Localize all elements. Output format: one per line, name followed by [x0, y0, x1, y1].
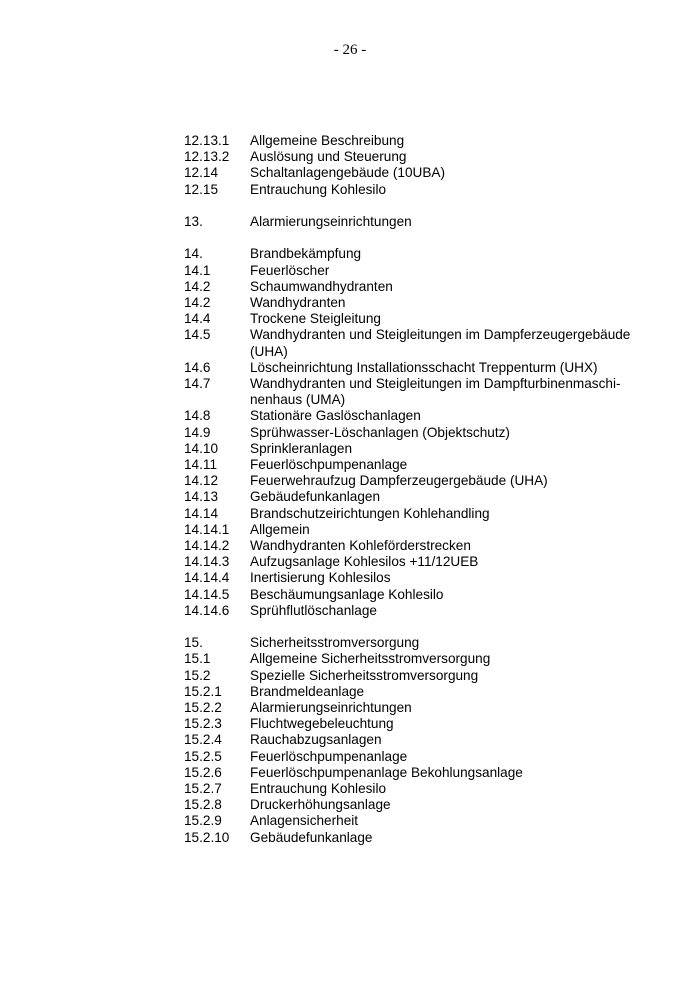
toc-entry-title: Feuerlöschpumpenanlage Bekohlungsanlage — [250, 764, 523, 780]
toc-entry-title: Anlagensicherheit — [250, 813, 359, 829]
toc-entry-number: 14.11 — [184, 457, 218, 473]
toc-entry — [184, 279, 654, 295]
toc-entry — [184, 182, 654, 198]
toc-entry-title: Sprühflutlöschanlage — [250, 602, 377, 618]
toc-entry — [184, 813, 654, 829]
toc-entry-title: Allgemeine Sicherheitsstromversorgung — [250, 651, 491, 667]
toc-entry — [184, 570, 654, 586]
toc-entry-title: Alarmierungseinrichtungen — [250, 700, 412, 716]
toc-entry-title: Feuerlöscher — [250, 262, 330, 278]
toc-entry-number: 14.12 — [184, 473, 219, 489]
toc-entry-number: 12.13.2 — [184, 149, 230, 165]
toc-entry-title: Auslösung und Steuerung — [250, 149, 407, 165]
toc-entry-title: Allgemein — [250, 521, 310, 537]
toc-entry — [184, 781, 654, 797]
toc-entry-number: 12.15 — [184, 181, 219, 197]
toc-entry-number: 12.13.1 — [184, 133, 230, 148]
toc-entry-title: Brandschutzeirichtungen Kohlehandling — [250, 505, 490, 521]
toc-entry-title: Gebäudefunkanlage — [250, 829, 373, 845]
toc-entry-title: Feuerwehraufzug Dampferzeugergebäude (UHA) — [250, 473, 548, 489]
toc-section — [184, 635, 654, 846]
toc-entry-title: Sicherheitsstromversorgung — [250, 635, 420, 651]
toc-entry-number: 14.6 — [184, 359, 211, 375]
toc-entry-title: Inertisierung Kohlesilos — [250, 570, 391, 586]
toc-entry-number: 15.2 — [184, 667, 211, 683]
toc-entry-title: Wandhydranten und Steigleitungen im Dampfturbinenmaschi-nenhaus (UMA) — [250, 376, 621, 408]
toc-entry — [184, 830, 654, 846]
toc-entry-number: 15. — [184, 635, 203, 651]
toc-entry-number: 14.14 — [184, 505, 219, 521]
toc-entry-number: 15.2.3 — [184, 716, 222, 732]
toc-entry — [184, 635, 654, 651]
toc-entry — [184, 408, 654, 424]
toc-entry — [184, 311, 654, 327]
toc-entry — [184, 554, 654, 570]
toc-entry — [184, 295, 654, 311]
toc-section — [184, 214, 654, 230]
toc-entry-title: Allgemeine Beschreibung — [250, 133, 405, 148]
toc-entry-number: 14.13 — [184, 489, 219, 505]
toc-entry-title: Schaltanlagengebäude (10UBA) — [250, 165, 445, 181]
toc-entry — [184, 376, 654, 408]
toc-entry — [184, 246, 654, 262]
page-number: - 26 - — [333, 42, 367, 58]
toc-entry-title: Entrauchung Kohlesilo — [250, 781, 387, 797]
toc-entry-title: Brandbekämpfung — [250, 246, 362, 262]
toc-entry-number: 15.2.8 — [184, 797, 222, 813]
toc-entry — [184, 165, 654, 181]
toc-entry-number: 14.14.3 — [184, 554, 230, 570]
toc-entry — [184, 522, 654, 538]
toc-entry-number: 14.14.2 — [184, 538, 230, 554]
toc-entry-number: 15.2.4 — [184, 732, 222, 748]
toc-entry — [184, 425, 654, 441]
toc-entry-number: 12.14 — [184, 165, 219, 181]
toc-entry — [184, 587, 654, 603]
toc-entry-number: 14.1 — [184, 262, 211, 278]
toc-entry — [184, 473, 654, 489]
toc-entry-number: 15.2.7 — [184, 781, 222, 797]
toc-entry-number: 15.2.10 — [184, 829, 230, 845]
toc-entry — [184, 716, 654, 732]
toc-entry — [184, 765, 654, 781]
toc-entry — [184, 603, 654, 619]
toc-entry-title: Sprinkleranlagen — [250, 440, 353, 456]
toc-entry-number: 15.2.9 — [184, 813, 222, 829]
toc-entry-number: 14.4 — [184, 311, 211, 327]
toc-entry — [184, 149, 654, 165]
toc-entry-title: Rauchabzugsanlagen — [250, 732, 382, 748]
toc-entry-title: Fluchtwegebeleuchtung — [250, 716, 394, 732]
toc-entry — [184, 797, 654, 813]
toc-entry — [184, 441, 654, 457]
toc-entry-number: 14.9 — [184, 424, 211, 440]
toc-entry — [184, 489, 654, 505]
toc-entry-title: Trockene Steigleitung — [250, 311, 381, 327]
toc-entry — [184, 506, 654, 522]
toc-entry-title: Feuerlöschpumpenanlage — [250, 748, 408, 764]
toc-entry-number: 13. — [184, 214, 203, 229]
toc-entry-title: Wandhydranten Kohleförderstrecken — [250, 538, 471, 554]
toc-entry-title: Feuerlöschpumpenanlage — [250, 457, 408, 473]
toc-entry-title: Alarmierungseinrichtungen — [250, 214, 412, 229]
toc-entry-number: 15.2.1 — [184, 683, 222, 699]
toc-entry-title: Entrauchung Kohlesilo — [250, 181, 387, 197]
toc-entry-number: 14. — [184, 246, 203, 262]
toc-entry-number: 14.14.6 — [184, 602, 230, 618]
toc-entry-title: Schaumwandhydranten — [250, 278, 393, 294]
toc-entry-number: 15.2.2 — [184, 700, 222, 716]
toc-entry-title: Wandhydranten und Steigleitungen im Dampferzeugergebäude (UHA) — [250, 327, 631, 359]
toc-entry-number: 14.2 — [184, 278, 211, 294]
toc-entry-number: 14.14.1 — [184, 521, 230, 537]
toc-entry — [184, 327, 654, 359]
toc-entry — [184, 749, 654, 765]
toc-entry-title: Aufzugsanlage Kohlesilos +11/12UEB — [250, 554, 479, 570]
toc-entry — [184, 700, 654, 716]
toc-entry-number: 14.2 — [184, 295, 211, 310]
toc-entry — [184, 263, 654, 279]
toc-entry — [184, 360, 654, 376]
toc-entry-number: 14.7 — [184, 376, 211, 392]
toc-entry — [184, 214, 654, 230]
toc-entry-title: Brandmeldeanlage — [250, 683, 365, 699]
toc-entry-number: 15.2.6 — [184, 764, 222, 780]
toc-entry — [184, 684, 654, 700]
toc-entry-title: Spezielle Sicherheitsstromversorgung — [250, 667, 479, 683]
toc-entry — [184, 668, 654, 684]
toc-entry-number: 14.14.5 — [184, 586, 230, 602]
toc-entry — [184, 732, 654, 748]
toc-entry-title: Stationäre Gaslöschanlagen — [250, 408, 421, 424]
toc-entry — [184, 538, 654, 554]
toc-entry-number: 14.14.4 — [184, 570, 230, 586]
toc-entry-title: Beschäumungsanlage Kohlesilo — [250, 586, 444, 602]
toc-entry-number: 15.2.5 — [184, 748, 222, 764]
toc-entry-title: Druckerhöhungsanlage — [250, 797, 391, 813]
toc-entry-number: 15.1 — [184, 651, 211, 667]
toc-entry-number: 14.8 — [184, 408, 211, 424]
toc-entry — [184, 457, 654, 473]
toc-entry — [184, 133, 654, 149]
toc-entry-title: Löscheinrichtung Installationsschacht Treppenturm (UHX) — [250, 359, 598, 375]
toc-entry-number: 14.10 — [184, 440, 219, 456]
table-of-contents — [184, 133, 654, 862]
toc-entry-title: Sprühwasser-Löschanlagen (Objektschutz) — [250, 424, 510, 440]
toc-section — [184, 133, 654, 198]
toc-entry — [184, 651, 654, 667]
toc-entry-title: Wandhydranten — [250, 295, 346, 310]
toc-entry-number: 14.5 — [184, 327, 211, 343]
toc-section — [184, 246, 654, 619]
toc-entry-title: Gebäudefunkanlagen — [250, 489, 381, 505]
